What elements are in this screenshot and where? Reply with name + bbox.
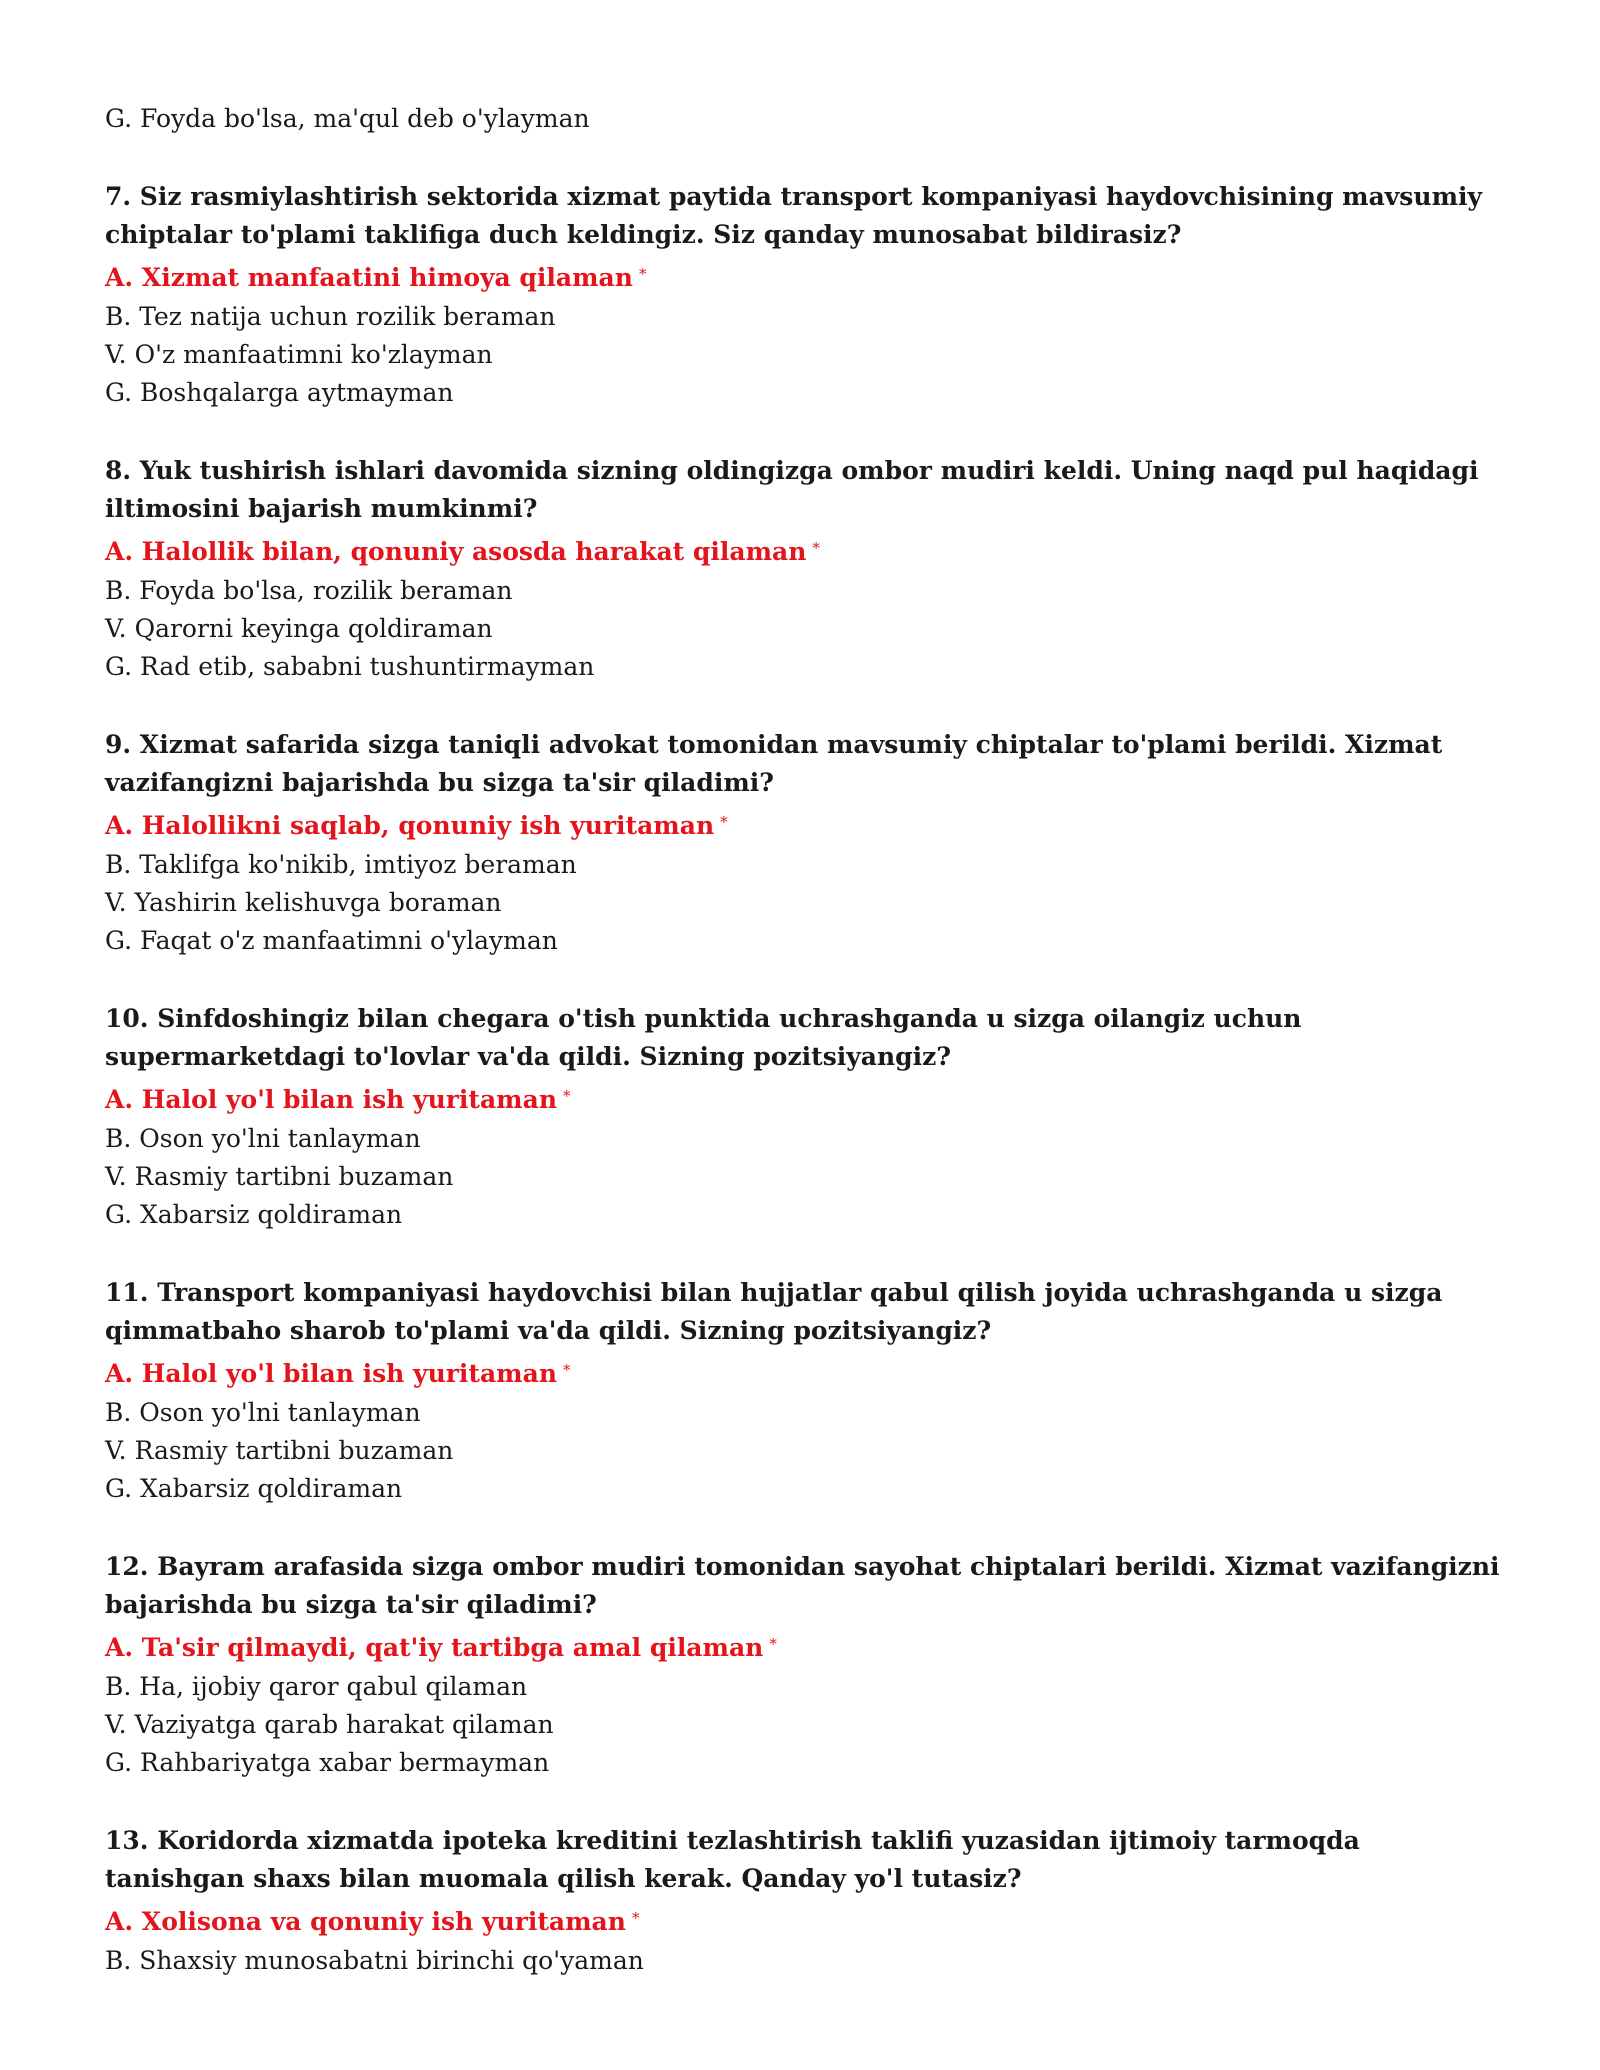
question-block bbox=[105, 452, 1505, 686]
answer-option: G. Xabarsiz qoldiraman bbox=[105, 1474, 403, 1503]
answer-option: G. Faqat o'z manfaatimni o'ylayman bbox=[105, 926, 558, 955]
question-block bbox=[105, 1274, 1505, 1508]
answer-option: G. Boshqalarga aytmayman bbox=[105, 378, 454, 407]
question-text: 11. Transport kompaniyasi haydovchisi bilan hujjatlar qabul qilish joyida uchrashganda u sizga qimmatbaho sharob to'plami va'da qildi. Sizning pozitsiyangiz? bbox=[105, 1278, 1443, 1345]
correct-answer bbox=[105, 1350, 1505, 1394]
correct-marker-star: * bbox=[720, 813, 728, 831]
correct-answer-text: A. Halollikni saqlab, qonuniy ish yuritaman bbox=[105, 811, 715, 840]
correct-answer-text: A. Halollik bilan, qonuniy asosda harakat qilaman bbox=[105, 537, 807, 566]
answer-option: B. Foyda bo'lsa, rozilik beraman bbox=[105, 576, 513, 605]
correct-answer-text: A. Xizmat manfaatini himoya qilaman bbox=[105, 263, 633, 292]
answer-option: G. Xabarsiz qoldiraman bbox=[105, 1200, 403, 1229]
correct-marker-star: * bbox=[638, 265, 647, 283]
answer-option: B. Shaxsiy munosabatni birinchi qo'yaman bbox=[105, 1946, 644, 1975]
correct-answer bbox=[105, 528, 1505, 572]
top-option: G. Foyda bo'lsa, ma'qul deb o'ylayman bbox=[105, 104, 590, 133]
answer-option: V. O'z manfaatimni ko'zlayman bbox=[105, 340, 493, 369]
answer-option: V. Rasmiy tartibni buzaman bbox=[105, 1436, 454, 1465]
document-page bbox=[105, 100, 1505, 1980]
question-block bbox=[105, 1822, 1505, 1980]
question-text: 12. Bayram arafasida sizga ombor mudiri tomonidan sayohat chiptalari berildi. Xizmat vazifangizni bajarishda bu sizga ta'sir qiladimi? bbox=[105, 1552, 1500, 1619]
answer-option: V. Yashirin kelishuvga boraman bbox=[105, 888, 502, 917]
answer-option: B. Taklifga ko'nikib, imtiyoz beraman bbox=[105, 850, 577, 879]
answer-option: B. Ha, ijobiy qaror qabul qilaman bbox=[105, 1672, 528, 1701]
question-list bbox=[105, 178, 1505, 1980]
question-text: 8. Yuk tushirish ishlari davomida sizning oldingizga ombor mudiri keldi. Uning naqd pul haqidagi iltimosini bajarish mumkinmi? bbox=[105, 456, 1479, 523]
correct-answer bbox=[105, 254, 1505, 298]
correct-marker-star: * bbox=[563, 1361, 571, 1379]
question-block bbox=[105, 1548, 1505, 1782]
correct-marker-star: * bbox=[563, 1087, 571, 1105]
correct-marker-star: * bbox=[631, 1909, 640, 1927]
question-text: 10. Sinfdoshingiz bilan chegara o'tish punktida uchrashganda u sizga oilangiz uchun supermarketdagi to'lovlar va'da qildi. Sizning pozitsiyangiz? bbox=[105, 1004, 1302, 1071]
answer-option: G. Rad etib, sababni tushuntirmayman bbox=[105, 652, 595, 681]
question-text: 13. Koridorda xizmatda ipoteka kreditini tezlashtirish taklifi yuzasidan ijtimoiy tarmoqda tanishgan shaxs bilan muomala qilish kerak. Qanday yo'l tutasiz? bbox=[105, 1826, 1360, 1893]
answer-option: B. Oson yo'lni tanlayman bbox=[105, 1398, 421, 1427]
answer-option: B. Tez natija uchun rozilik beraman bbox=[105, 302, 556, 331]
question-block bbox=[105, 726, 1505, 960]
correct-answer-text: A. Halol yo'l bilan ish yuritaman bbox=[105, 1085, 558, 1114]
answer-option: V. Qarorni keyinga qoldiraman bbox=[105, 614, 493, 643]
question-text: 9. Xizmat safarida sizga taniqli advokat tomonidan mavsumiy chiptalar to'plami berildi. Xizmat vazifangizni bajarishda bu sizga ta'sir qiladimi? bbox=[105, 730, 1443, 797]
answer-option: B. Oson yo'lni tanlayman bbox=[105, 1124, 421, 1153]
correct-answer-text: A. Xolisona va qonuniy ish yuritaman bbox=[105, 1907, 626, 1936]
correct-marker-star: * bbox=[812, 539, 820, 557]
correct-answer bbox=[105, 1898, 1505, 1942]
question-block bbox=[105, 1000, 1505, 1234]
answer-option: G. Rahbariyatga xabar bermayman bbox=[105, 1748, 550, 1777]
answer-option: V. Vaziyatga qarab harakat qilaman bbox=[105, 1710, 554, 1739]
correct-answer bbox=[105, 802, 1505, 846]
correct-marker-star: * bbox=[769, 1635, 777, 1653]
correct-answer-text: A. Ta'sir qilmaydi, qat'iy tartibga amal qilaman bbox=[105, 1633, 764, 1662]
correct-answer bbox=[105, 1076, 1505, 1120]
question-text: 7. Siz rasmiylashtirish sektorida xizmat paytida transport kompaniyasi haydovchisining mavsumiy chiptalar to'plami taklifiga duch keldingiz. Siz qanday munosabat bildirasiz? bbox=[105, 182, 1483, 249]
correct-answer bbox=[105, 1624, 1505, 1668]
question-block bbox=[105, 178, 1505, 412]
correct-answer-text: A. Halol yo'l bilan ish yuritaman bbox=[105, 1359, 558, 1388]
answer-option: V. Rasmiy tartibni buzaman bbox=[105, 1162, 454, 1191]
